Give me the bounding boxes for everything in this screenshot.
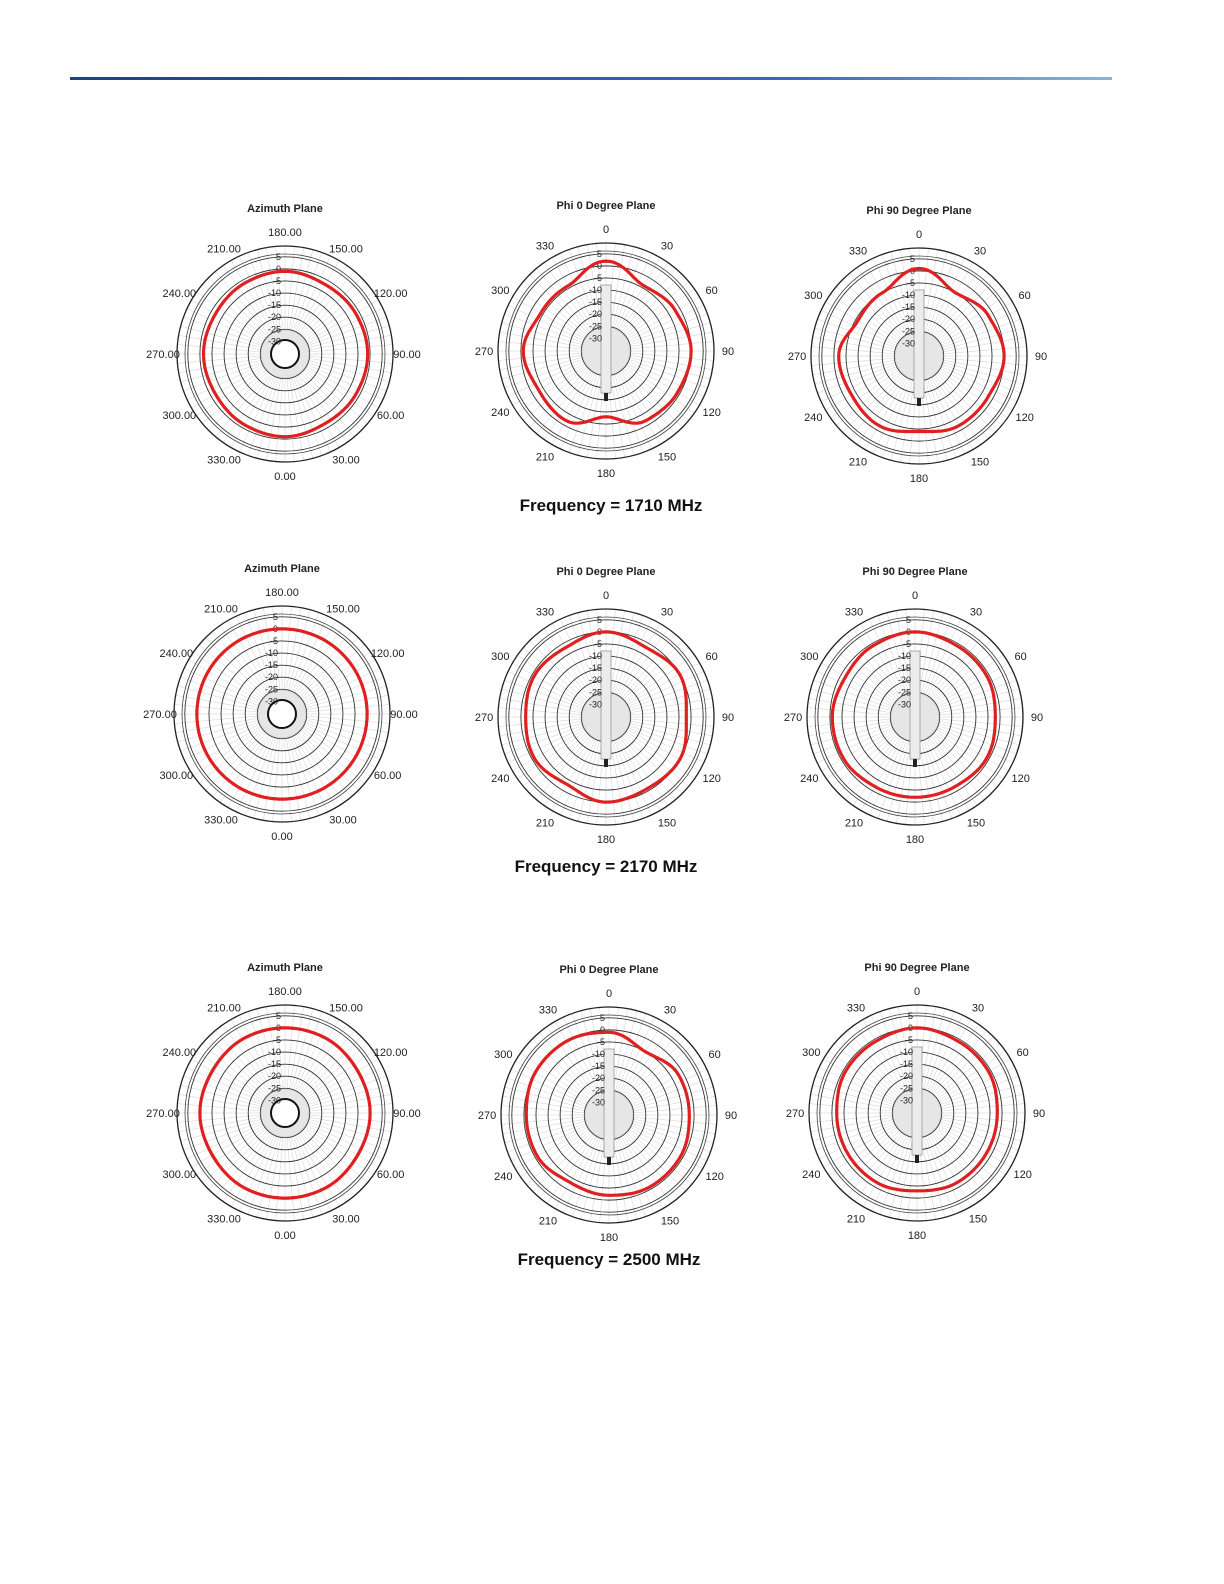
ring-tick-label: -30	[588, 699, 602, 710]
angle-tick-label: 300	[800, 651, 819, 663]
angle-tick-label: 150.00	[329, 1002, 363, 1015]
ring-tick-label: -15	[264, 660, 278, 671]
ring-tick-label: -20	[591, 1073, 605, 1084]
angle-tick-label: 30	[973, 245, 987, 258]
ring-tick-label: -20	[899, 1071, 913, 1082]
ring-tick-label: -15	[267, 300, 281, 311]
polar-chart-2170-phi90	[783, 563, 1044, 848]
angle-tick-label: 330.00	[204, 814, 238, 827]
antenna-connector	[604, 393, 608, 401]
ring-tick-label: -30	[899, 1095, 913, 1106]
angle-tick-label: 180	[596, 468, 616, 480]
angle-tick-label: 210	[848, 456, 868, 469]
ring-tick-label: -5	[902, 638, 911, 649]
angle-tick-label: 300	[804, 290, 823, 302]
angle-tick-label: 240.00	[162, 288, 197, 300]
angle-tick-label: 300.00	[162, 410, 197, 422]
ring-tick-label: -5	[593, 638, 602, 649]
angle-tick-label: 0.00	[271, 831, 293, 843]
chart-title: Phi 90 Degree Plane	[862, 566, 968, 578]
ring-tick-label: -5	[593, 272, 602, 283]
angle-tick-label: 120.00	[373, 288, 408, 300]
ring-tick-label: -25	[901, 326, 915, 337]
angle-tick-label: 60	[1016, 1047, 1029, 1059]
ring-tick-label: -30	[591, 1097, 605, 1108]
angle-tick-label: 30.00	[332, 1213, 360, 1226]
ring-tick-label: -15	[588, 663, 602, 674]
antenna-connector	[913, 759, 917, 767]
angle-tick-label: 30	[660, 240, 674, 253]
angle-tick-label: 330	[535, 240, 555, 253]
antenna-connector	[607, 1157, 611, 1165]
ring-tick-label: -10	[588, 285, 602, 296]
angle-tick-label: 120	[702, 773, 721, 785]
ring-tick-label: -15	[899, 1059, 913, 1070]
angle-tick-label: 330.00	[207, 1213, 241, 1226]
ring-tick-label: -25	[897, 687, 911, 698]
angle-tick-label: 300	[494, 1049, 513, 1061]
angle-tick-label: 240	[804, 412, 823, 424]
ring-tick-label: 5	[599, 1012, 605, 1023]
chart-title: Phi 0 Degree Plane	[556, 200, 656, 212]
ring-tick-label: 5	[905, 614, 911, 625]
angle-tick-label: 180	[905, 834, 925, 846]
angle-tick-label: 120.00	[370, 648, 405, 660]
angle-tick-label: 90	[1034, 351, 1048, 363]
chart-title: Phi 0 Degree Plane	[559, 964, 659, 976]
angle-tick-label: 60	[705, 651, 718, 663]
ring-tick-label: -30	[588, 333, 602, 344]
ring-tick-label: -30	[897, 699, 911, 710]
angle-tick-label: 30.00	[329, 814, 357, 827]
ring-tick-label: -25	[264, 684, 278, 695]
angle-tick-label: 60	[708, 1049, 721, 1061]
ring-tick-label: 0	[907, 1022, 913, 1033]
angle-tick-label: 30.00	[332, 454, 360, 467]
ring-tick-label: 5	[907, 1010, 913, 1021]
polar-chart-2170-phi0	[474, 563, 735, 848]
angle-tick-label: 210	[538, 1215, 558, 1228]
angle-tick-label: 180.00	[268, 986, 302, 998]
angle-tick-label: 270.00	[146, 1108, 180, 1120]
polar-chart-1710-azimuth	[146, 200, 421, 485]
angle-tick-label: 330	[535, 606, 555, 619]
angle-tick-label: 210.00	[207, 1002, 241, 1015]
angle-tick-label: 0	[602, 224, 610, 236]
ring-tick-label: 0	[905, 626, 911, 637]
angle-tick-label: 150.00	[326, 603, 360, 616]
angle-tick-label: 60.00	[373, 770, 402, 782]
angle-tick-label: 120	[702, 407, 721, 419]
antenna-connector	[917, 398, 921, 406]
polar-chart-1710-phi0	[474, 197, 735, 482]
angle-tick-label: 120	[1013, 1169, 1032, 1181]
angle-tick-label: 0	[911, 590, 919, 602]
angle-tick-label: 150.00	[329, 243, 363, 256]
angle-tick-label: 330.00	[207, 454, 241, 467]
angle-tick-label: 150	[968, 1213, 988, 1226]
ring-tick-label: -25	[591, 1085, 605, 1096]
ring-tick-label: -5	[272, 275, 281, 286]
angle-tick-label: 180	[909, 473, 929, 485]
ring-tick-label: 5	[596, 614, 602, 625]
chart-title: Phi 90 Degree Plane	[866, 205, 972, 217]
angle-tick-label: 30	[971, 1002, 985, 1015]
angle-tick-label: 60	[1018, 290, 1031, 302]
antenna-connector	[915, 1155, 919, 1163]
ring-tick-label: -5	[596, 1036, 605, 1047]
angle-tick-label: 210	[844, 817, 864, 830]
angle-tick-label: 30	[969, 606, 983, 619]
angle-tick-label: 120	[1015, 412, 1034, 424]
antenna-body	[914, 290, 924, 398]
angle-tick-label: 240	[494, 1171, 513, 1183]
ring-tick-label: -25	[899, 1083, 913, 1094]
ring-tick-label: -20	[267, 1071, 281, 1082]
ring-tick-label: -20	[588, 309, 602, 320]
ring-tick-label: -5	[269, 635, 278, 646]
chart-title: Azimuth Plane	[247, 962, 323, 974]
angle-tick-label: 90	[724, 1110, 738, 1122]
ring-tick-label: -30	[264, 696, 278, 707]
angle-tick-label: 240.00	[159, 648, 194, 660]
ring-tick-label: 0	[596, 626, 602, 637]
ring-tick-label: 0	[275, 263, 281, 274]
angle-tick-label: 120.00	[373, 1047, 408, 1059]
angle-tick-label: 270	[474, 712, 494, 724]
angle-tick-label: 120	[705, 1171, 724, 1183]
angle-tick-label: 210.00	[207, 243, 241, 256]
angle-tick-label: 330	[848, 245, 868, 258]
ring-tick-label: -20	[901, 314, 915, 325]
angle-tick-label: 90	[1030, 712, 1044, 724]
angle-tick-label: 0	[915, 229, 923, 241]
angle-tick-label: 210.00	[204, 603, 238, 616]
ring-tick-label: 5	[275, 251, 281, 262]
angle-tick-label: 330	[846, 1002, 866, 1015]
angle-tick-label: 0	[602, 590, 610, 602]
angle-tick-label: 60	[1014, 651, 1027, 663]
frequency-label-2500: Frequency = 2500 MHz	[517, 1250, 701, 1269]
ring-tick-label: -15	[901, 302, 915, 313]
angle-tick-label: 180.00	[268, 227, 302, 239]
angle-tick-label: 180.00	[265, 587, 299, 599]
angle-tick-label: 90.00	[393, 1108, 421, 1120]
ring-tick-label: 0	[596, 260, 602, 271]
angle-tick-label: 0.00	[274, 1230, 296, 1242]
ring-tick-label: -10	[267, 288, 281, 299]
angle-tick-label: 150	[657, 817, 677, 830]
angle-tick-label: 300	[491, 285, 510, 297]
angle-tick-label: 150	[660, 1215, 680, 1228]
ring-tick-label: -30	[267, 336, 281, 347]
angle-tick-label: 240	[802, 1169, 821, 1181]
polar-chart-1710-phi90	[787, 202, 1048, 487]
antenna-connector	[604, 759, 608, 767]
angle-tick-label: 0	[913, 986, 921, 998]
angle-tick-label: 210	[846, 1213, 866, 1226]
ring-tick-label: 5	[596, 248, 602, 259]
angle-tick-label: 150	[970, 456, 990, 469]
angle-tick-label: 180	[596, 834, 616, 846]
angle-tick-label: 300	[802, 1047, 821, 1059]
ring-tick-label: 5	[272, 611, 278, 622]
header-rule	[70, 77, 1112, 80]
ring-tick-label: -10	[591, 1049, 605, 1060]
angle-tick-label: 300.00	[162, 1169, 197, 1181]
angle-tick-label: 60.00	[376, 410, 405, 422]
angle-tick-label: 300.00	[159, 770, 194, 782]
antenna-body	[601, 651, 611, 759]
antenna-body	[601, 285, 611, 393]
angle-tick-label: 60.00	[376, 1169, 405, 1181]
ring-tick-label: -10	[267, 1047, 281, 1058]
ring-tick-label: -15	[897, 663, 911, 674]
ring-tick-label: -15	[591, 1061, 605, 1072]
antenna-body	[604, 1049, 614, 1157]
angle-tick-label: 270	[783, 712, 803, 724]
angle-tick-label: 270	[787, 351, 807, 363]
angle-tick-label: 90	[721, 712, 735, 724]
angle-tick-label: 0	[605, 988, 613, 1000]
angle-tick-label: 330	[844, 606, 864, 619]
angle-tick-label: 210	[535, 451, 555, 464]
angle-tick-label: 90.00	[393, 349, 421, 361]
ring-tick-label: -10	[264, 648, 278, 659]
angle-tick-label: 270	[785, 1108, 805, 1120]
chart-title: Phi 90 Degree Plane	[864, 962, 970, 974]
angle-tick-label: 270.00	[146, 349, 180, 361]
polar-chart-2500-phi90	[785, 959, 1046, 1244]
angle-tick-label: 90	[1032, 1108, 1046, 1120]
ring-tick-label: -25	[267, 1083, 281, 1094]
chart-title: Azimuth Plane	[244, 563, 320, 575]
ring-tick-label: -30	[267, 1095, 281, 1106]
polar-chart-2170-azimuth	[143, 560, 418, 845]
angle-tick-label: 90	[721, 346, 735, 358]
angle-tick-label: 240.00	[162, 1047, 197, 1059]
antenna-body	[912, 1047, 922, 1155]
ring-tick-label: -10	[901, 290, 915, 301]
polar-chart-2500-azimuth	[146, 959, 421, 1244]
chart-title: Phi 0 Degree Plane	[556, 566, 656, 578]
ring-tick-label: -25	[588, 687, 602, 698]
ring-tick-label: 0	[909, 265, 915, 276]
ring-tick-label: -30	[901, 338, 915, 349]
ring-tick-label: -10	[897, 651, 911, 662]
ring-tick-label: -15	[267, 1059, 281, 1070]
angle-tick-label: 240	[491, 773, 510, 785]
angle-tick-label: 300	[491, 651, 510, 663]
angle-tick-label: 150	[657, 451, 677, 464]
angle-tick-label: 210	[535, 817, 555, 830]
ring-tick-label: -15	[588, 297, 602, 308]
angle-tick-label: 180	[907, 1230, 927, 1242]
ring-tick-label: -25	[588, 321, 602, 332]
angle-tick-label: 330	[538, 1004, 558, 1017]
ring-tick-label: -20	[267, 312, 281, 323]
ring-tick-label: -10	[588, 651, 602, 662]
antenna-body	[910, 651, 920, 759]
chart-title: Azimuth Plane	[247, 203, 323, 215]
angle-tick-label: 30	[660, 606, 674, 619]
polar-chart-2500-phi0	[477, 961, 738, 1246]
ring-tick-label: -25	[267, 324, 281, 335]
angle-tick-label: 270	[474, 346, 494, 358]
ring-tick-label: -10	[899, 1047, 913, 1058]
ring-tick-label: -20	[897, 675, 911, 686]
frequency-label-2170: Frequency = 2170 MHz	[514, 857, 698, 876]
angle-tick-label: 270.00	[143, 709, 177, 721]
ring-tick-label: -5	[906, 277, 915, 288]
angle-tick-label: 240	[491, 407, 510, 419]
ring-tick-label: 0	[599, 1024, 605, 1035]
ring-tick-label: 5	[275, 1010, 281, 1021]
angle-tick-label: 150	[966, 817, 986, 830]
ring-tick-label: -20	[264, 672, 278, 683]
ring-tick-label: 0	[275, 1022, 281, 1033]
angle-tick-label: 90.00	[390, 709, 418, 721]
angle-tick-label: 60	[705, 285, 718, 297]
angle-tick-label: 270	[477, 1110, 497, 1122]
frequency-label-1710: Frequency = 1710 MHz	[519, 496, 703, 515]
ring-tick-label: 5	[909, 253, 915, 264]
ring-tick-label: -5	[272, 1034, 281, 1045]
ring-tick-label: 0	[272, 623, 278, 634]
ring-tick-label: -5	[904, 1034, 913, 1045]
angle-tick-label: 30	[663, 1004, 677, 1017]
angle-tick-label: 120	[1011, 773, 1030, 785]
angle-tick-label: 180	[599, 1232, 619, 1244]
angle-tick-label: 240	[800, 773, 819, 785]
angle-tick-label: 0.00	[274, 471, 296, 483]
ring-tick-label: -20	[588, 675, 602, 686]
